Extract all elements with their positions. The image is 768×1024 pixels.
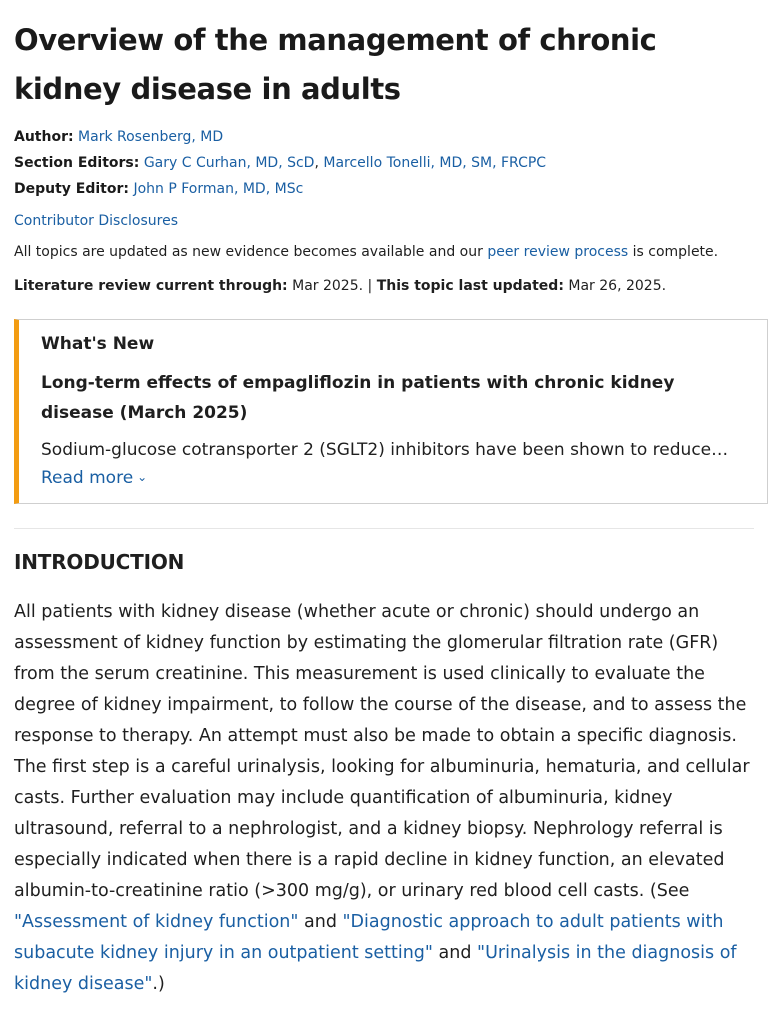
conjunction-text: and bbox=[432, 943, 478, 963]
introduction-heading: INTRODUCTION bbox=[14, 550, 185, 574]
last-updated-date: Mar 26, 2025. bbox=[568, 278, 667, 294]
whats-new-box bbox=[14, 319, 768, 504]
whats-new-summary: Sodium-glucose cotransporter 2 (SGLT2) inhibitors have been shown to reduce… bbox=[41, 440, 729, 460]
diagnostic-approach-link[interactable]: "Diagnostic approach to adult patients with subacute kidney injury in an outpatient setting" bbox=[14, 912, 724, 963]
introduction-paragraph bbox=[14, 597, 764, 1000]
article-meta bbox=[14, 124, 754, 202]
update-note-text: All topics are updated as new evidence becomes available and our bbox=[14, 244, 488, 260]
comma-separator: , bbox=[314, 155, 324, 171]
update-note-text-end: is complete. bbox=[628, 244, 719, 260]
assessment-of-kidney-function-link[interactable]: "Assessment of kidney function" bbox=[14, 912, 299, 932]
review-label: Literature review current through: bbox=[14, 278, 288, 294]
chevron-down-icon: ⌄ bbox=[137, 470, 148, 484]
peer-review-process-link[interactable]: peer review process bbox=[487, 244, 629, 260]
whats-new-item-title: Long-term effects of empagliflozin in patients with chronic kidney disease (March 2025) bbox=[41, 373, 675, 423]
urinalysis-diagnosis-link[interactable]: "Urinalysis in the diagnosis of kidney disease" bbox=[14, 943, 737, 994]
author-row bbox=[14, 124, 754, 150]
deputy-editor-link[interactable]: John P Forman, MD, MSc bbox=[133, 181, 304, 197]
review-dates bbox=[14, 275, 754, 297]
deputy-editor-row bbox=[14, 176, 754, 202]
update-note bbox=[14, 241, 754, 263]
whats-new-heading: What's New bbox=[41, 334, 155, 354]
contributor-disclosures-row bbox=[14, 208, 754, 234]
contributor-disclosures-link[interactable]: Contributor Disclosures bbox=[14, 213, 179, 229]
read-more-button[interactable] bbox=[41, 464, 147, 491]
last-updated-label: This topic last updated: bbox=[376, 278, 564, 294]
section-editors-row bbox=[14, 150, 754, 176]
section-divider bbox=[14, 528, 754, 529]
author-link[interactable]: Mark Rosenberg, MD bbox=[78, 129, 224, 145]
introduction-text: All patients with kidney disease (whether acute or chronic) should undergo an assessment of kidney function by estimating the glomerular filtration rate (GFR) from the serum creatinine. This measurement is used clinically to evaluate the degree of kidney impairment, to follow the course of the disease, and to assess the response to therapy. An attempt must also be made to obtain a specific diagnosis. The first step is a careful urinalysis, looking for albuminuria, hematuria, and cellular casts. Further evaluation may include quantification of albuminuria, kidney ultrasound, referral to a nephrologist, and a kidney biopsy. Nephrology referral is especially indicated when there is a rapid decline in kidney function, an elevated albumin-to-creatinine ratio (>300 mg/g), or urinary red blood cell casts. (See bbox=[14, 602, 750, 901]
read-more-label: Read more bbox=[41, 468, 134, 488]
section-editors-label: Section Editors: bbox=[14, 155, 140, 171]
section-editor-link[interactable]: Marcello Tonelli, MD, SM, FRCPC bbox=[323, 155, 547, 171]
closing-text: .) bbox=[152, 974, 165, 994]
conjunction-text: and bbox=[298, 912, 343, 932]
review-date: Mar 2025. bbox=[292, 278, 364, 294]
article-title: Overview of the management of chronic kidney disease in adults bbox=[14, 23, 657, 106]
section-editor-link[interactable]: Gary C Curhan, MD, ScD bbox=[143, 155, 315, 171]
deputy-editor-label: Deputy Editor: bbox=[14, 181, 129, 197]
review-separator: | bbox=[367, 278, 373, 294]
author-label: Author: bbox=[14, 129, 74, 145]
